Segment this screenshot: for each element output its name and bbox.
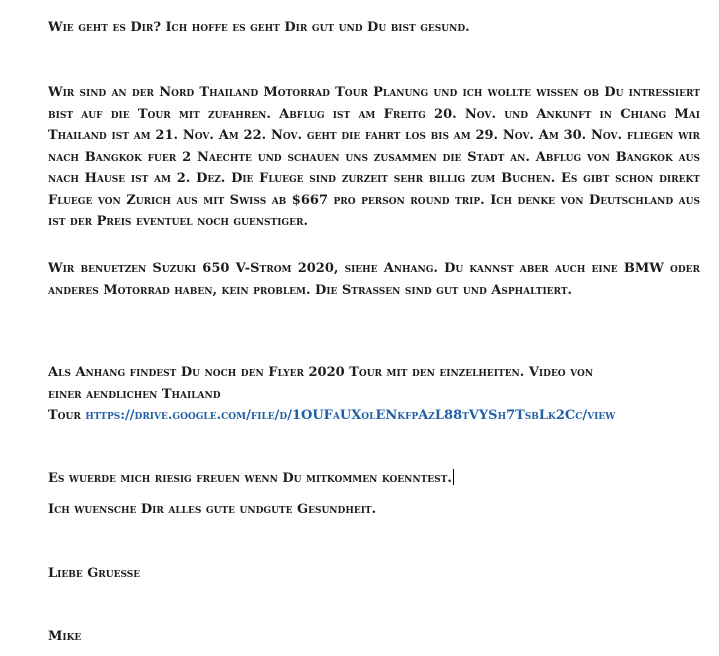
attachment-line-2: einer aendlichen Thailand [48,386,221,402]
attachment-line-1: Als Anhang findest Du noch den Flyer 2020 Tour mit den einzelheiten. Video von [48,365,594,380]
bikes-paragraph: Wir benuetzen Suzuki 650 V-Strom 2020, siehe Anhang. Du kannst aber auch eine BMW oder anderes Motorrad haben, kein problem. Die Strassen sind gut und Asphaltiert. [48,261,700,298]
text-cursor [453,469,454,485]
attachment-paragraph [48,362,700,427]
closing-line: Liebe Gruesse [48,566,141,581]
tour-paragraph: Wir sind an der Nord Thailand Motorrad Tour Planung und ich wollte wissen ob Du intressiert bist auf die Tour mit zufahren. Abflug ist am Freitg 20. Nov. und Ankunft in Chiang Mai Thailand ist am 21. Nov. Am 22. Nov. geht die fahrt los bis am 29. Nov. Am 30. Nov. fliegen wir nach Bangkok fuer 2 Naechte und schauen uns zusammen die Stadt an. Abflug von Bangkok aus nach Hause ist am 2. Dez. Die Fluege sind zurzeit sehr billig zum Buchen. Es gibt schon direkt Fluege von Zurich aus mit Swiss ab $667 pro person round trip. Ich denke von Deutschland aus ist der Preis eventuel noch guenstiger. [48,85,700,229]
video-link[interactable]: https://drive.google.com/file/d/1OUFaUXolENkfpAzL88tVYSh7TsbLk2Cc/view [85,408,616,423]
join-text: Es wuerde mich riesig freuen wenn Du mitkommen koenntest. [48,471,452,486]
greeting-line: Wie geht es Dir? Ich hoffe es geht Dir gut und Du bist gesund. [48,20,470,35]
join-line [48,468,700,490]
attachment-line-3 [48,405,700,427]
signature-line: Mike [48,629,82,644]
wishes-line: Ich wuensche Dir alles gute undgute Gesundheit. [48,502,377,517]
attachment-line-3-prefix: Tour [48,408,86,423]
